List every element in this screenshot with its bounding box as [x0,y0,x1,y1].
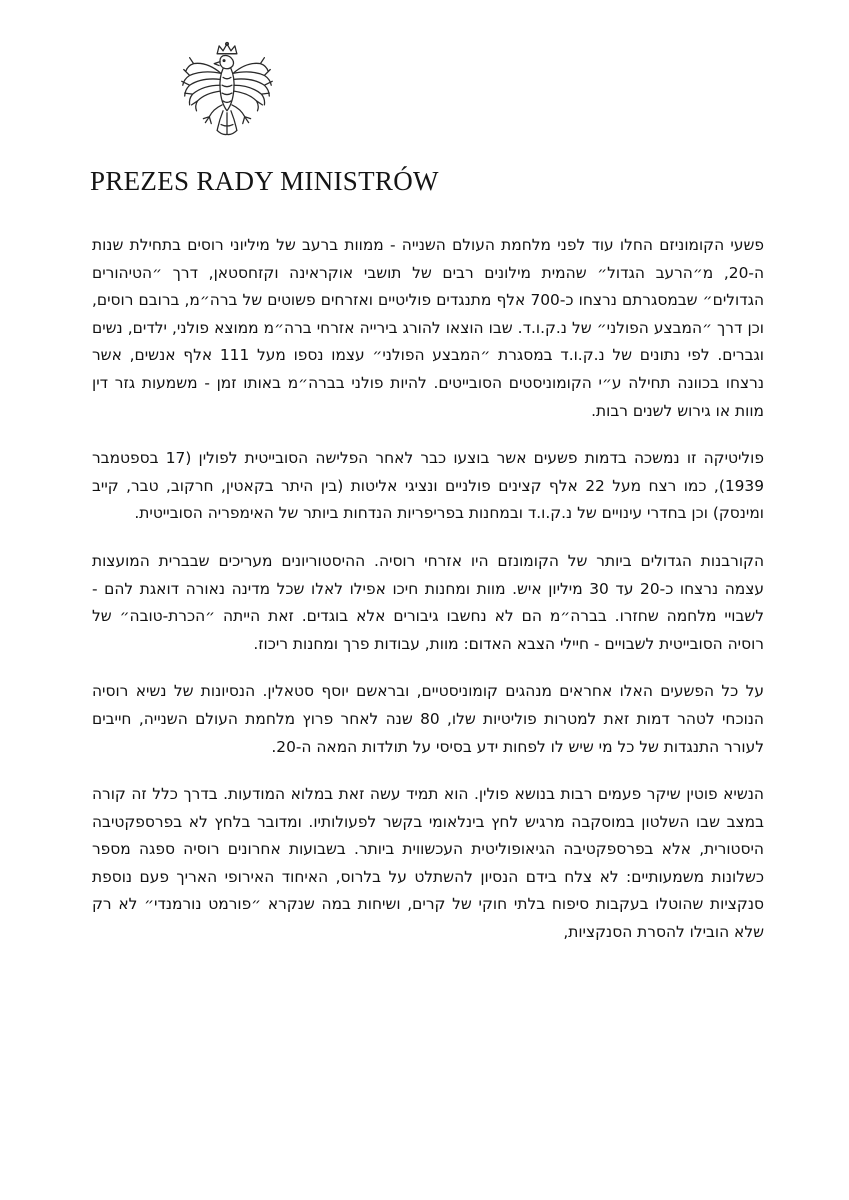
paragraph-2: פוליטיקה זו נמשכה בדמות פשעים אשר בוצעו כבר לאחר הפלישה הסובייטית לפולין (17 בספטמבר 1939), כמו רצח מעל 22 אלף קצינים פולניים ונציגי אליטות (בין היתר בקאטין, חרקוב, טבר, קייב ומינסק) וכן בחדרי עינויים של נ.ק.ו.ד ובמחנות בפריפריות הנדחות ביותר של האימפריה הסובייטית. [92,449,765,523]
letterhead [90,40,439,200]
office-name: PREZES RADY MINISTRÓW [90,166,439,196]
paragraph-1: פשעי הקומוניזם החלו עוד לפני מלחמת העולם השנייה - ממוות ברעב של מיליוני רוסים בתחילת שנות ה-20, מ״הרעב הגדול״ שהמית מילונים רבים של תושבי אוקראינה וקזחסטאן, דרך ״הטיהורים הגדולים״ שבמסגרתם נרצחו כ-700 אלף מתנגדים פוליטיים ואזרחים פשוטים של ברה״מ, ברובם רוסים, וכן דרך ״המבצע הפולני״ של נ.ק.ו.ד. שבו הוצאו להורג בירייה אזרחי ברה״מ ממוצא פולני, ילדים, נשים וגברים. לפי נתונים של נ.ק.ו.ד במסגרת ״המבצע הפולני״ עצמו נספו מעל 111 אלף אנשים, אשר נרצחו בכוונה תחילה ע״י הקומוניסטים הסובייטים. להיות פולני בברה״מ באותו זמן - משמעות גזר דין מוות או גירוש לשנים רבות. [92,236,765,420]
polish-eagle-emblem-icon [168,40,286,158]
paragraph-5: הנשיא פוטין שיקר פעמים רבות בנושא פולין. הוא תמיד עשה זאת במלוא המודעות. בדרך כלל זה קורה במצב שבו השלטון במוסקבה מרגיש לחץ בינלאומי בקשר לפעולותיו. ומדובר בלחץ לא בפרספקטיבה היסטורית, אלא בפרספקטיבה הגיאופוליטית העכשווית ביותר. בשבועות אחרונים רוסיה ספגה מספר כשלונות משמעותיים: לא צלח בידם הנסיון להשתלט על בלרוס, האיחוד האירופי האריך פעם נוספת סנקציות שהוטלו בעקבות סיפוח בלתי חוקי של קרים, ושיחות במה שנקרא ״פורמט נורמנדי״ לא רק שלא הובילו להסרת הסנקציות, [92,785,764,942]
letter-body [92,232,764,967]
paragraph-3: הקורבנות הגדולים ביותר של הקומונזם היו אזרחי רוסיה. ההיסטוריונים מעריכים שבברית המועצות עצמה נרצחו כ-20 עד 30 מיליון איש. מוות ומחנות חיכו אפילו לאלו שכל מדינה נאורה דואגת להם - לשבויי מלחמה שחזרו. בברה״מ הם לא נחשבו גיבורים אלא בוגדים. זאת הייתה ״הכרת-טובה״ של רוסיה הסובייטית לשבויים - חיילי הצבא האדום: מוות, עבודות פרך ומחנות ריכוז. [92,551,764,653]
paragraph-4: על כל הפשעים האלו אחראים מנהגים קומוניסטיים, ובראשם יוסף סטאלין. הנסיונות של נשיא רוסיה הנוכחי לטהר דמות זאת למטרות פוליטיות שלו, 80 שנה לאחר פרוץ מלחמת העולם השנייה, חייבים לעורר התנגדות של כל מי שיש לו לפחות ידע בסיסי על תולדות המאה ה-20. [92,682,764,756]
